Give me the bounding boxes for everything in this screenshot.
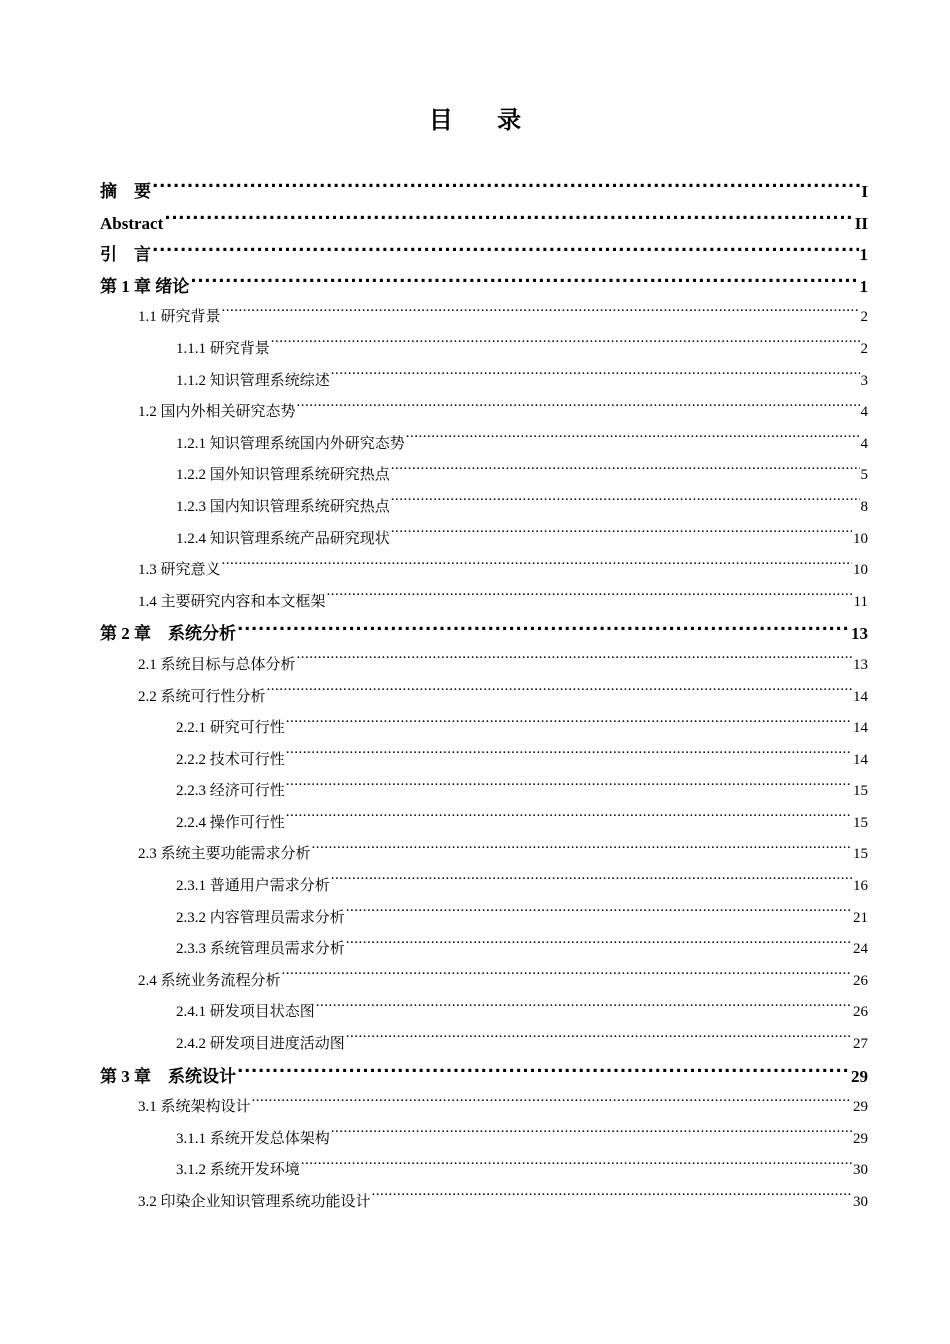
toc-entry-label: 2.4.2 研发项目进度活动图 [176, 1036, 345, 1053]
toc-entry-page-number: 1 [859, 245, 868, 265]
toc-entry[interactable] [100, 745, 868, 777]
dot-leader [316, 1001, 852, 1016]
dot-leader [297, 654, 852, 669]
dot-leader [282, 970, 852, 985]
toc-entry-label: 3.2 印染企业知识管理系统功能设计 [138, 1194, 371, 1210]
toc-entry-label: 摘 要 [100, 182, 151, 201]
toc-entry-page-number: 2 [860, 340, 868, 357]
toc-entry-page-number: 1 [859, 276, 868, 296]
toc-entry-page-number: 26 [853, 972, 868, 989]
toc-entry-label: 1.1.2 知识管理系统综述 [176, 372, 330, 389]
dot-leader [327, 591, 853, 606]
dot-leader [237, 622, 850, 639]
toc-entry[interactable] [100, 239, 868, 271]
dot-leader [312, 843, 852, 858]
toc-entry-label: 2.2.3 经济可行性 [176, 783, 285, 800]
dot-leader [190, 275, 858, 292]
toc-entry-label: Abstract [100, 213, 164, 233]
dot-leader [331, 875, 852, 890]
toc-entry-label: 1.2.3 国内知识管理系统研究热点 [176, 498, 390, 515]
toc-entry-label: 2.3.3 系统管理员需求分析 [176, 941, 345, 958]
toc-entry[interactable] [100, 808, 868, 840]
dot-leader [391, 496, 860, 511]
toc-entry-page-number: 16 [853, 878, 868, 895]
toc-entry[interactable] [100, 524, 868, 556]
dot-leader [286, 717, 852, 732]
toc-entry[interactable] [100, 682, 868, 714]
toc-entry-page-number: 29 [853, 1099, 868, 1116]
dot-leader [391, 528, 852, 543]
dot-leader [331, 1128, 852, 1143]
toc-entry-label: 1.2.4 知识管理系统产品研究现状 [176, 530, 390, 547]
dot-leader [346, 907, 852, 922]
toc-entry-label: 3.1.2 系统开发环境 [176, 1162, 300, 1179]
toc-entry[interactable] [100, 460, 868, 492]
toc-entry-page-number: 8 [860, 498, 868, 515]
toc-entry-page-number: 5 [860, 467, 868, 484]
toc-entry-page-number: 14 [853, 720, 868, 737]
toc-entry[interactable] [100, 555, 868, 587]
toc-entry-page-number: 24 [853, 941, 868, 958]
dot-leader [331, 370, 860, 385]
toc-entry[interactable] [100, 176, 868, 208]
toc-entry[interactable] [100, 934, 868, 966]
toc-entry-page-number: 30 [853, 1162, 868, 1179]
dot-leader [372, 1191, 852, 1206]
toc-entry[interactable] [100, 997, 868, 1029]
toc-entry[interactable] [100, 1155, 868, 1187]
dot-leader [286, 812, 852, 827]
toc-entry-page-number: 11 [853, 593, 868, 610]
toc-entry-label: 引 言 [100, 245, 151, 265]
toc-entry-page-number: 15 [853, 814, 868, 831]
toc-entry[interactable] [100, 587, 868, 619]
dot-leader [346, 938, 852, 953]
dot-leader [222, 559, 852, 574]
toc-entry[interactable] [100, 713, 868, 745]
dot-leader [406, 433, 860, 448]
toc-entry[interactable] [100, 839, 868, 871]
toc-entry-page-number: 4 [860, 404, 868, 421]
dot-leader [222, 306, 860, 321]
toc-entry[interactable] [100, 1061, 868, 1093]
toc-entry-page-number: 14 [853, 751, 868, 768]
toc-entry[interactable] [100, 334, 868, 366]
toc-entry[interactable] [100, 366, 868, 398]
dot-leader [237, 1065, 850, 1082]
dot-leader [267, 686, 852, 701]
toc-entry[interactable] [100, 903, 868, 935]
dot-leader [152, 180, 860, 197]
toc-entry[interactable] [100, 618, 868, 650]
toc-entry[interactable] [100, 1029, 868, 1061]
toc-entry[interactable] [100, 397, 868, 429]
toc-entry-label: 1.1.1 研究背景 [176, 340, 270, 357]
toc-entry-page-number: 3 [860, 372, 868, 389]
toc-entry-page-number: 26 [853, 1004, 868, 1021]
toc-entry-label: 1.1 研究背景 [138, 309, 221, 326]
toc-entry[interactable] [100, 871, 868, 903]
toc-entry-page-number: 2 [860, 309, 868, 326]
toc-entry-page-number: 21 [853, 909, 868, 926]
toc-entry-label: 2.2.4 操作可行性 [176, 814, 285, 831]
toc-entry-label: 2.3.1 普通用户需求分析 [176, 878, 330, 895]
toc-entry-label: 1.3 研究意义 [138, 562, 221, 579]
toc-entry-page-number: 15 [853, 846, 868, 863]
dot-leader [164, 212, 854, 229]
toc-entry[interactable] [100, 492, 868, 524]
toc-entry-page-number: II [854, 213, 868, 233]
toc-entry-label: 2.4.1 研发项目状态图 [176, 1004, 315, 1021]
dot-leader [391, 464, 860, 479]
table-of-contents [100, 176, 868, 1219]
toc-entry-label: 1.2.1 知识管理系统国内外研究态势 [176, 435, 405, 452]
toc-entry-page-number: 15 [853, 783, 868, 800]
toc-entry-label: 2.3 系统主要功能需求分析 [138, 846, 311, 863]
toc-entry-page-number: 10 [853, 530, 868, 547]
toc-entry-page-number: 29 [853, 1130, 868, 1147]
toc-entry-page-number: 10 [853, 562, 868, 579]
toc-entry[interactable] [100, 1187, 868, 1219]
toc-entry-label: 2.3.2 内容管理员需求分析 [176, 909, 345, 926]
toc-entry-page-number: 13 [853, 656, 868, 673]
toc-entry-page-number: 29 [851, 1066, 868, 1086]
toc-entry-label: 3.1.1 系统开发总体架构 [176, 1130, 330, 1147]
dot-leader [271, 338, 860, 353]
dot-leader [286, 749, 852, 764]
toc-entry-page-number: 13 [851, 624, 868, 644]
toc-entry-label: 2.2 系统可行性分析 [138, 688, 266, 705]
toc-entry-page-number: I [861, 182, 868, 201]
dot-leader [297, 401, 860, 416]
toc-entry-label: 2.4 系统业务流程分析 [138, 972, 281, 989]
toc-entry-label: 2.1 系统目标与总体分析 [138, 656, 296, 673]
toc-entry[interactable] [100, 966, 868, 998]
dot-leader [152, 243, 859, 260]
toc-entry[interactable] [100, 650, 868, 682]
toc-entry[interactable] [100, 302, 868, 334]
toc-entry-page-number: 4 [860, 435, 868, 452]
toc-entry-page-number: 27 [853, 1036, 868, 1053]
dot-leader [252, 1096, 852, 1111]
dot-leader [286, 780, 852, 795]
toc-entry[interactable] [100, 1124, 868, 1156]
toc-entry-page-number: 14 [853, 688, 868, 705]
toc-entry-label: 第 1 章 绪论 [100, 276, 190, 296]
toc-entry[interactable] [100, 1092, 868, 1124]
toc-entry-label: 第 3 章 系统设计 [100, 1066, 236, 1086]
toc-entry-label: 2.2.1 研究可行性 [176, 720, 285, 737]
toc-entry-label: 第 2 章 系统分析 [100, 624, 236, 644]
toc-entry-page-number: 30 [853, 1194, 868, 1210]
toc-entry-label: 1.4 主要研究内容和本文框架 [138, 593, 326, 610]
toc-entry-label: 1.2 国内外相关研究态势 [138, 404, 296, 421]
toc-entry-label: 3.1 系统架构设计 [138, 1099, 251, 1116]
toc-entry-label: 2.2.2 技术可行性 [176, 751, 285, 768]
toc-entry[interactable] [100, 429, 868, 461]
toc-entry[interactable] [100, 776, 868, 808]
page-title: 目 录 [428, 106, 540, 134]
toc-entry[interactable] [100, 208, 868, 240]
dot-leader [301, 1159, 852, 1174]
toc-entry[interactable] [100, 271, 868, 303]
dot-leader [346, 1033, 852, 1048]
toc-entry-label: 1.2.2 国外知识管理系统研究热点 [176, 467, 390, 484]
